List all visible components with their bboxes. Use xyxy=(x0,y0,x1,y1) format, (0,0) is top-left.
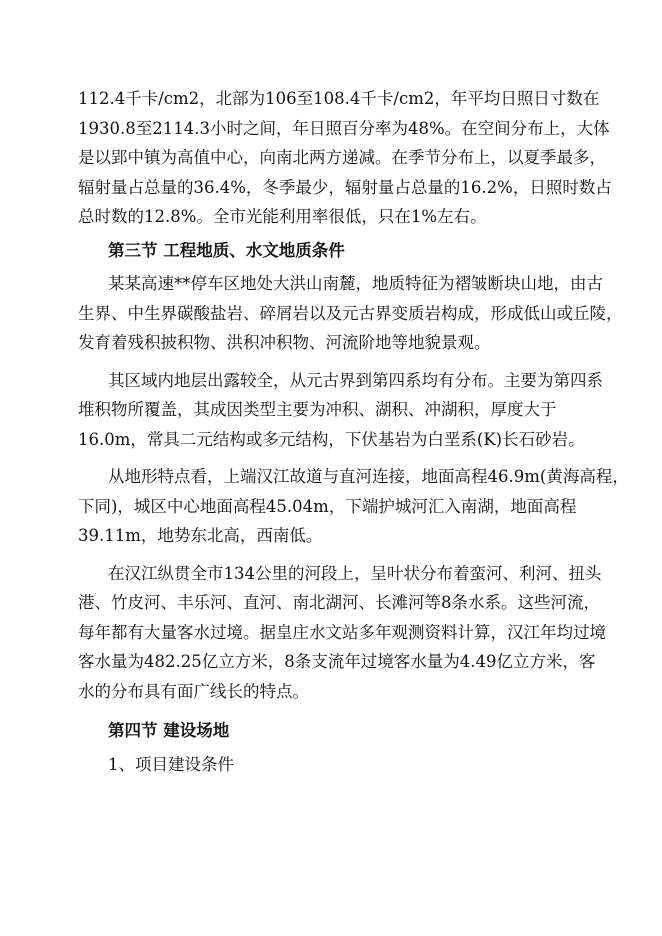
text-line: 从地形特点看，上端汉江故道与直河连接，地面高程46.9m(黄海高程， xyxy=(108,467,629,486)
text-line: 生界、中生界碳酸盐岩、碎屑岩以及元古界变质岩构成，形成低山或丘陵， xyxy=(78,303,623,323)
paragraph-solar-radiation xyxy=(78,84,612,232)
text-line: 辐射量占总量的36.4%，冬季最少，辐射量占总量的16.2%，日照时数占 xyxy=(78,177,612,197)
text-line: 客水量为482.25亿立方米，8条支流年过境客水量为4.49亿立方米，客 xyxy=(78,652,596,671)
text-line: 1930.8至2114.3小时之间，年日照百分率为48%。在空间分布上，大体 xyxy=(78,118,610,138)
paragraph-strata xyxy=(78,366,603,455)
text-line: 港、竹皮河、丰乐河、直河、南北湖河、长滩河等8条水系。这些河流， xyxy=(78,593,600,612)
section-heading-geology: 第三节 工程地质、水文地质条件 xyxy=(108,240,345,260)
text-line: 某某高速**停车区地处大洪山南麓，地质特征为褶皱断块山地，由古 xyxy=(108,274,603,293)
paragraph-project-conditions xyxy=(78,750,590,780)
paragraph-rivers xyxy=(78,559,606,707)
document-page xyxy=(78,84,629,783)
section-heading-construction-site: 第四节 建设场地 xyxy=(108,721,230,740)
text-line: 每年都有大量客水过境。据皇庄水文站多年观测资料计算，汉江年均过境 xyxy=(78,622,606,642)
text-line: 发育着残积披积物、洪积冲积物、河流阶地等地貌景观。 xyxy=(78,333,491,352)
text-line: 在汉江纵贯全市134公里的河段上，呈叶状分布着蛮河、利河、扭头 xyxy=(108,563,602,583)
text-line: 其区域内地层出露较全，从元古界到第四系均有分布。主要为第四系 xyxy=(108,370,603,390)
text-line: 39.11m，地势东北高，西南低。 xyxy=(78,526,323,545)
text-line: 堆积物所覆盖，其成因类型主要为冲积、湖积、冲湖积，厚度大于 xyxy=(78,400,557,419)
text-line: 是以郢中镇为高值中心，向南北两方递减。在季节分布上，以夏季最多， xyxy=(78,148,606,167)
text-line: 16.0m，常具二元结构或多元结构，下伏基岩为白垩系(K)长石砂岩。 xyxy=(78,429,585,449)
paragraph-geology-location xyxy=(78,269,623,358)
paragraph-terrain xyxy=(78,462,629,551)
text-line: 112.4千卡/cm2，北部为106至108.4千卡/cm2，年平均日照日寸数在 xyxy=(78,89,600,108)
text-line: 1、项目建设条件 xyxy=(108,754,234,774)
text-line: 总时数的12.8%。全市光能利用率很低，只在1%左右。 xyxy=(78,207,487,226)
text-line: 水的分布具有面广线长的特点。 xyxy=(78,681,309,701)
text-line: 下同)，城区中心地面高程45.04m，下端护城河汇入南湖，地面高程 xyxy=(78,496,577,516)
